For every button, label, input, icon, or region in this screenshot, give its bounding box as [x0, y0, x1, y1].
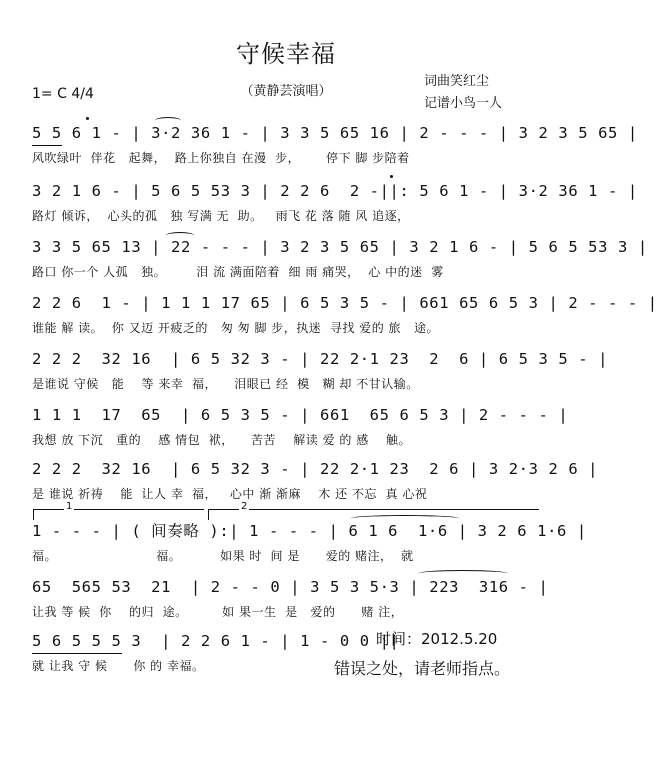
lyric-line: 路口 你一个 人孤 独。 泪 流 满面陪着 细 雨 痛哭， 心 中的迷 雾 [32, 265, 444, 279]
key-signature: 1= C 4/4 [32, 86, 94, 102]
beat-underline [32, 145, 62, 146]
lyric-line: 是 谁说 祈祷 能 让人 幸 福， 心中 渐 渐麻 木 还 不忘 真 心祝 [32, 487, 428, 501]
lyric-line: 路灯 倾诉， 心头的孤 独 写满 无 助。 雨飞 花 落 随 风 追逐， [32, 209, 410, 223]
notation-line: 65 565 53 21 | 2 - - 0 | 3 5 3 5·3 | 223 316 - | [32, 578, 549, 596]
lyric-line: 风吹绿叶 伴花 起舞， 路上你独自 在漫 步， 停下 脚 步陪着 [32, 151, 410, 165]
beat-underline [32, 653, 122, 654]
credit-lyrics-music: 词曲笑红尘 [424, 74, 490, 89]
lyric-line: 是谁说 守候 能 等 来幸 福， 泪眼已 经 模 糊 却 不甘认输。 [32, 377, 419, 391]
lyric-line: 我想 放 下沉 重的 感 情包 袱， 苦苦 解读 爱 的 感 触。 [32, 433, 411, 447]
notation-line: 3 2 1 6 - | 5 6 5 53 3 | 2 2 6 2 -||: 5 6 1 - | 3·2 36 1 - | [32, 182, 638, 200]
notation-line: 1 - - - | ( 间奏略 ):| 1 - - - | 6 1 6 1·6 | 3 2 6 1·6 | [32, 522, 587, 540]
volta-second-label: 2 [241, 501, 248, 512]
slur-mark [155, 117, 181, 124]
notation-line: 3 3 5 65 13 | 22 - - - | 3 2 3 5 65 | 3 2 1 6 - | 5 6 5 53 3 | [32, 238, 648, 256]
lyric-line: 谁能 解 读。 你 又迈 开疲乏的 匆 匆 脚 步，执迷 寻找 爱的 旅 途。 [32, 321, 439, 335]
notation-line: 1 1 1 17 65 | 6 5 3 5 - | 661 65 6 5 3 | 2 - - - | [32, 406, 569, 424]
lyric-line: 福。 福。 如果 时 间 是 爱的 赌注， 就 [32, 549, 414, 563]
slur-mark [166, 232, 194, 239]
notation-line: 2 2 2 32 16 | 6 5 32 3 - | 22 2·1 23 2 6 | 6 5 3 5 - | [32, 350, 609, 368]
slur-mark [418, 570, 508, 577]
lyric-line: 就 让我 守 候 你 的 幸福。 [32, 659, 205, 673]
octave-dot [390, 175, 393, 178]
notation-line: 5 5 6 1 - | 3·2 36 1 - | 3 3 5 65 16 | 2 - - - | 3 2 3 5 65 | [32, 124, 638, 142]
volta-first-label: 1 [66, 501, 73, 512]
notation-line: 2 2 6 1 - | 1 1 1 17 65 | 6 5 3 5 - | 661 65 6 5 3 | 2 - - - | [32, 294, 658, 312]
octave-dot [86, 117, 89, 120]
correction-note: 错误之处，请老师指点。 [334, 659, 511, 678]
volta-first [33, 501, 204, 520]
date-stamp: 时间：2012.5.20 [376, 630, 498, 648]
notation-line: 2 2 2 32 16 | 6 5 32 3 - | 22 2·1 23 2 6 | 3 2·3 2 6 | [32, 460, 599, 478]
notation-line: 5 6 5 5 5 3 | 2 2 6 1 - | 1 - 0 0 || [32, 632, 400, 650]
credit-transcriber: 记谱小鸟一人 [424, 96, 503, 111]
lyric-line: 让我 等 候 你 的归 途。 如 果一生 是 爱的 赌 注， [32, 605, 404, 619]
slur-mark [350, 515, 460, 522]
singer-subtitle: （黄静芸演唱） [240, 84, 332, 99]
song-title: 守候幸福 [236, 40, 336, 68]
